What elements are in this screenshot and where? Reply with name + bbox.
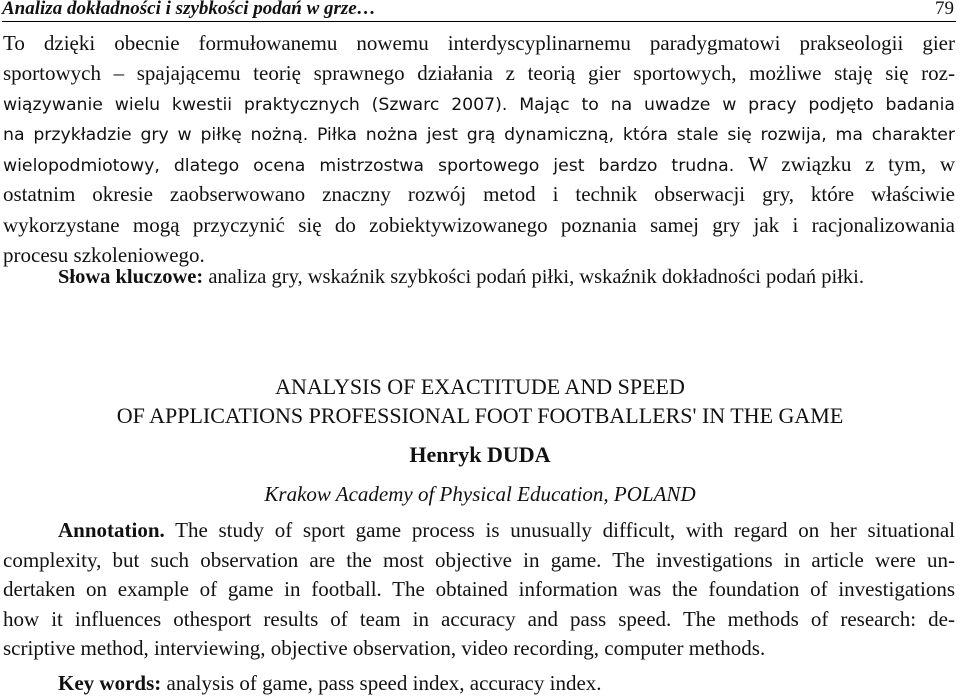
annotation-label: Annotation. bbox=[58, 518, 165, 542]
abstract-line bbox=[3, 210, 955, 240]
abstract-line bbox=[3, 119, 955, 149]
page-number: 79 bbox=[935, 0, 954, 19]
abstract-line bbox=[3, 149, 955, 179]
english-title-line-1: ANALYSIS OF EXACTITUDE AND SPEED bbox=[275, 374, 685, 399]
author-name: Henryk DUDA bbox=[409, 442, 551, 467]
annotation-text: The study of sport game process is unusually difficult, with regard on her situational bbox=[164, 518, 955, 542]
abstract-text-segment: sportowych – spajającemu teorię sprawnego działania z teorią gier sportowych, możliwe staję się roz- bbox=[3, 61, 955, 86]
author-affiliation: Krakow Academy of Physical Education, POLAND bbox=[264, 482, 696, 506]
abstract-text-segment: To dzięki obecnie formułowanemu nowemu interdyscyplinarnemu paradygmatowi prakseologii gier bbox=[3, 31, 955, 55]
english-keywords-text: analysis of game, pass speed index, accuracy index. bbox=[161, 671, 602, 695]
polish-abstract bbox=[3, 28, 955, 270]
abstract-text-segment: ostatnim okresie zaobserwowano znaczny rozwój metod i technik obserwacji gry, które właściwie bbox=[3, 182, 955, 207]
abstract-text-segment: wiązywanie wielu kwestii praktycznych (Szwarc 2007). Mając to na uwadze w pracy podjęto badania bbox=[3, 94, 955, 115]
abstract-text-segment: na przykładzie gry w piłkę nożną. Piłka nożna jest grą dynamiczną, która stale się rozwija, ma charakter bbox=[3, 124, 955, 145]
english-keywords-label: Key words: bbox=[58, 671, 162, 695]
annotation-line: complexity, but such observation are the most objective in game. The investigations in article were un- bbox=[3, 547, 955, 572]
english-keywords bbox=[58, 669, 602, 697]
abstract-text-segment: procesu szkoleniowego. bbox=[3, 243, 205, 268]
polish-keywords-label: Słowa kluczowe: bbox=[58, 266, 204, 288]
annotation-line: dertaken on example of game in football. The obtained information was the foundation of investigations bbox=[3, 577, 955, 601]
polish-keywords-text: analiza gry, wskaźnik szybkości podań piłki, wskaźnik dokładności podań piłki. bbox=[203, 266, 864, 288]
annotation-line bbox=[3, 516, 955, 546]
english-title-line-2: OF APPLICATIONS PROFESSIONAL FOOT FOOTBALLERS' IN THE GAME bbox=[116, 403, 844, 428]
polish-keywords bbox=[58, 262, 864, 292]
running-header bbox=[2, 0, 956, 22]
abstract-text-segment: W związku z tym, w bbox=[748, 152, 955, 177]
english-annotation bbox=[3, 516, 955, 664]
abstract-text-segment: wielopodmiotowy, dlatego ocena mistrzostwa sportowego jest bardzo trudna. bbox=[3, 156, 749, 177]
running-title: Analiza dokładności i szybkości podań w grze… bbox=[2, 0, 376, 19]
abstract-line bbox=[3, 58, 955, 88]
abstract-line bbox=[3, 89, 955, 119]
annotation-line: how it influences othesport results of team in accuracy and pass speed. The methods of research: de- bbox=[3, 606, 955, 631]
abstract-text-segment: wykorzystane mogą przyczynić się do zobiektywizowanego poznania samej gry jak i racjonalizowania bbox=[3, 212, 955, 237]
abstract-line bbox=[3, 28, 955, 58]
abstract-line bbox=[3, 179, 955, 209]
annotation-line: scriptive method, interviewing, objective observation, video recording, computer methods. bbox=[3, 636, 766, 660]
